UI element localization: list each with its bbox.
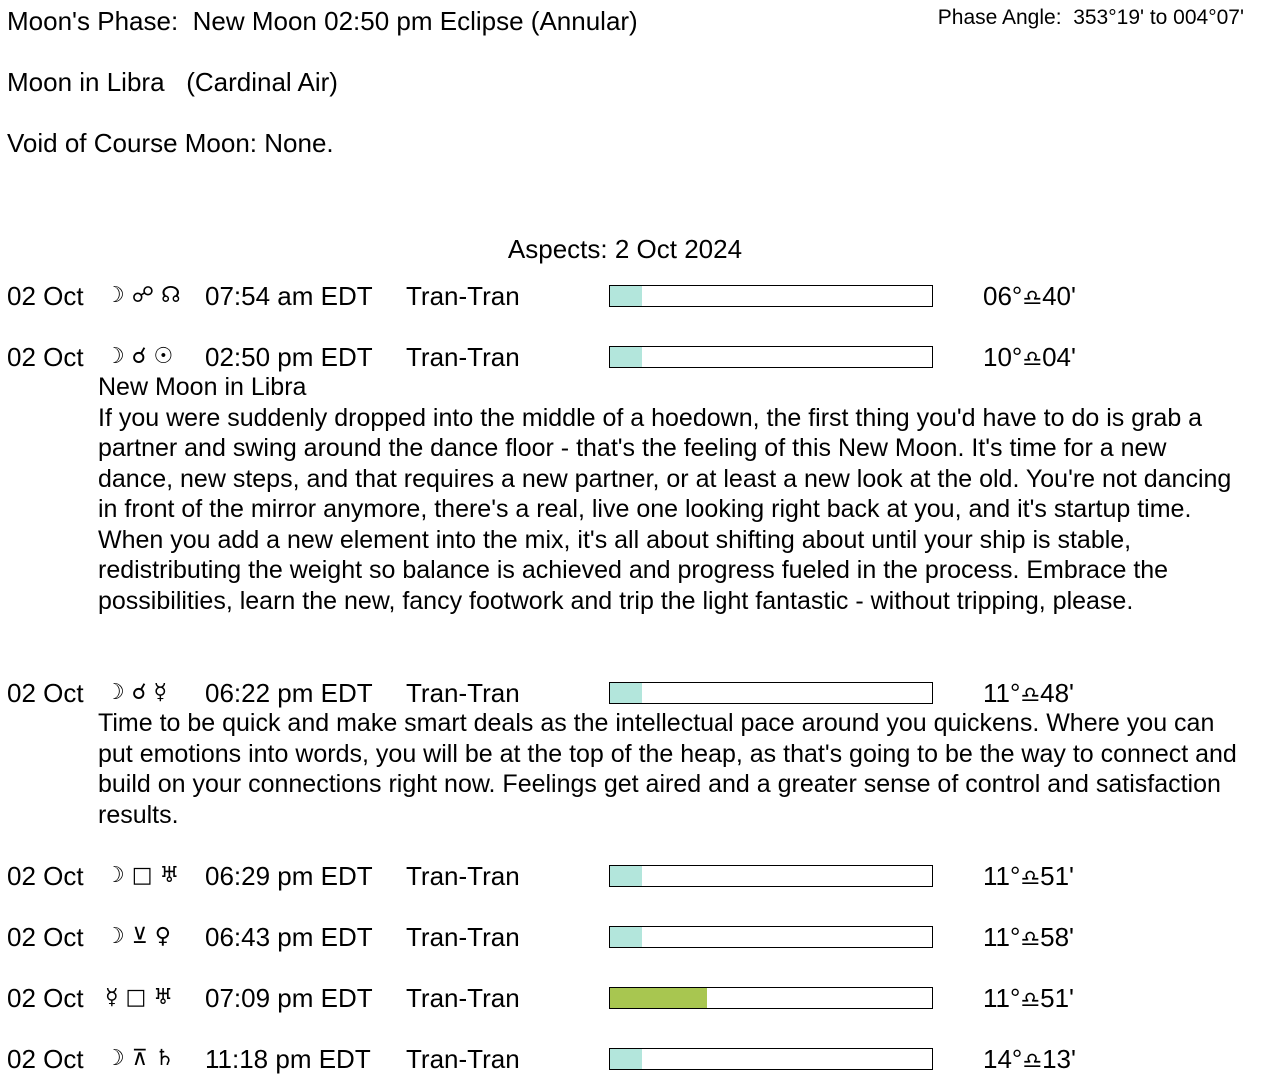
aspect-time: 07:09 pm EDT [205, 983, 373, 1013]
strength-fill [610, 683, 642, 703]
aspect-row [7, 983, 1257, 1013]
aspect-description [98, 708, 1238, 830]
aspect-symbols: ☽ ⊼ ♄ [105, 1046, 175, 1071]
strength-fill [610, 927, 642, 947]
aspect-date: 02 Oct [7, 983, 84, 1013]
libra-icon: ♎ [1022, 286, 1043, 311]
aspect-time: 11:18 pm EDT [205, 1044, 371, 1074]
aspect-position: 11°♎48' [983, 678, 1075, 708]
aspect-symbols: ☽ ☌ ☉ [105, 344, 174, 369]
aspect-symbols: ☿ □ ♅ [105, 985, 173, 1010]
aspect-date: 02 Oct [7, 861, 84, 891]
libra-icon: ♎ [1020, 988, 1041, 1013]
libra-icon: ♎ [1022, 347, 1043, 372]
aspect-row [7, 678, 1257, 708]
aspect-row [7, 342, 1257, 372]
strength-fill [610, 1049, 642, 1069]
aspect-time: 07:54 am EDT [205, 281, 373, 311]
moon-sign: Moon in Libra (Cardinal Air) [7, 67, 338, 97]
aspect-type: Tran-Tran [406, 861, 520, 891]
aspect-type: Tran-Tran [406, 922, 520, 952]
aspect-position: 11°♎51' [983, 861, 1075, 891]
aspects-title: Aspects: 2 Oct 2024 [507, 234, 743, 264]
aspect-position: 06°♎40' [983, 281, 1076, 311]
aspect-symbols: ☽ ☌ ☿ [105, 680, 167, 705]
aspect-description [98, 372, 1238, 616]
aspect-desc-text: Time to be quick and make smart deals as the intellectual pace around you quickens. Where you can put emotions into words, you will be at the top of the heap, as that's going to be the way to connect and build on your connections right now. Feelings get aired and a greater sense of control and satisfaction results. [98, 709, 1237, 829]
aspect-date: 02 Oct [7, 342, 84, 372]
aspect-type: Tran-Tran [406, 342, 520, 372]
strength-bar [609, 346, 933, 368]
aspect-type: Tran-Tran [406, 678, 520, 708]
aspect-time: 02:50 pm EDT [205, 342, 373, 372]
aspect-row [7, 1044, 1257, 1074]
strength-fill [610, 866, 642, 886]
strength-fill [610, 286, 642, 306]
aspect-position: 11°♎51' [983, 983, 1075, 1013]
aspect-position: 10°♎04' [983, 342, 1076, 372]
moon-phase: Moon's Phase: New Moon 02:50 pm Eclipse (Annular) [7, 6, 638, 36]
aspect-date: 02 Oct [7, 922, 84, 952]
aspect-time: 06:29 pm EDT [205, 861, 373, 891]
aspect-date: 02 Oct [7, 281, 84, 311]
libra-icon: ♎ [1020, 927, 1041, 952]
strength-bar [609, 926, 933, 948]
strength-bar [609, 682, 933, 704]
void-of-course: Void of Course Moon: None. [7, 128, 334, 158]
strength-fill [610, 988, 707, 1008]
aspect-row [7, 922, 1257, 952]
aspect-desc-title: New Moon in Libra [98, 373, 307, 401]
aspect-type: Tran-Tran [406, 983, 520, 1013]
libra-icon: ♎ [1022, 1049, 1043, 1074]
aspect-date: 02 Oct [7, 678, 84, 708]
aspect-desc-text: If you were suddenly dropped into the middle of a hoedown, the first thing you'd have to do is grab a partner and swing around the dance floor - that's the feeling of this New Moon. It's time for a new dance, new steps, and that requires a new partner, or at least a new look at the old. You're not dancing in front of the mirror anymore, there's a real, live one looking right back at you, and it's startup time. When you add a new element into the mix, it's all about shifting about until your ship is stable, redistributing the weight so balance is achieved and progress fueled in the process. Embrace the possibilities, learn the new, fancy footwork and trip the light fantastic - without tripping, please. [98, 403, 1232, 615]
aspect-position: 11°♎58' [983, 922, 1075, 952]
strength-bar [609, 285, 933, 307]
libra-icon: ♎ [1020, 866, 1041, 891]
aspect-row [7, 861, 1257, 891]
strength-bar [609, 987, 933, 1009]
aspect-time: 06:43 pm EDT [205, 922, 373, 952]
aspect-time: 06:22 pm EDT [205, 678, 373, 708]
aspect-symbols: ☽ □ ♅ [105, 863, 180, 888]
aspect-row [7, 281, 1257, 311]
aspect-symbols: ☽ ⊻ ♀ [105, 924, 171, 949]
libra-icon: ♎ [1020, 683, 1041, 708]
aspect-date: 02 Oct [7, 1044, 84, 1074]
phase-angle: Phase Angle: 353°19' to 004°07' [937, 6, 1244, 29]
aspect-position: 14°♎13' [983, 1044, 1076, 1074]
strength-bar [609, 1048, 933, 1070]
strength-bar [609, 865, 933, 887]
aspect-symbols: ☽ ☍ ☊ [105, 283, 181, 308]
aspect-type: Tran-Tran [406, 1044, 520, 1074]
strength-fill [610, 347, 642, 367]
aspect-type: Tran-Tran [406, 281, 520, 311]
